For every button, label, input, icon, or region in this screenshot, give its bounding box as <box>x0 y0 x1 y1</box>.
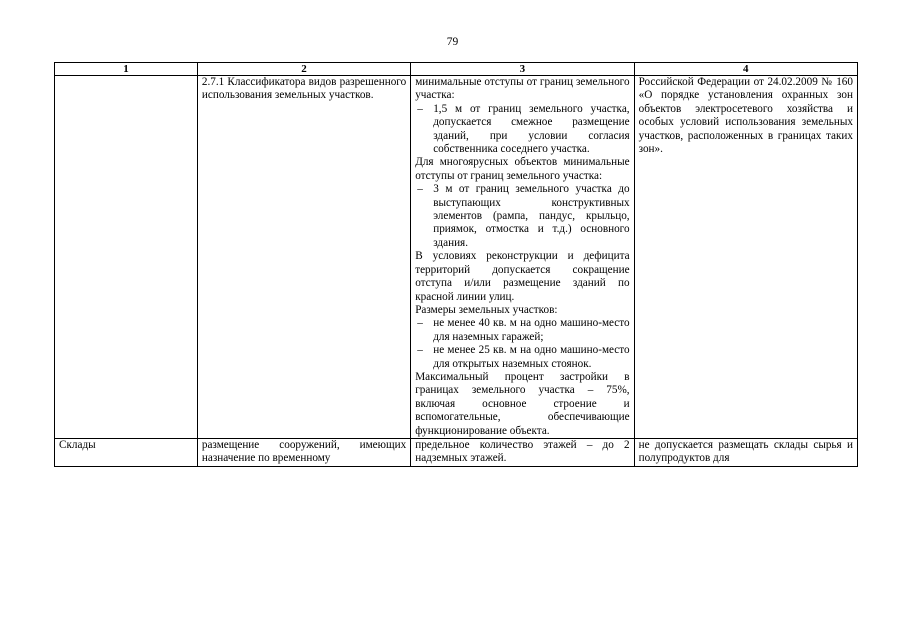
list-item: – не менее 25 кв. м на одно машино-место для открытых наземных стоянок. <box>415 344 629 371</box>
header-col-4: 4 <box>634 63 857 76</box>
list-item: – не менее 40 кв. м на одно машино-место для наземных гаражей; <box>415 317 629 344</box>
header-col-3: 3 <box>411 63 634 76</box>
list-item: – 3 м от границ земельного участка до выступающих конструктивных элементов (рампа, пандус, крыльцо, приямок, отмостка и т.д.) основного здания. <box>415 183 629 250</box>
table-header-row <box>55 63 858 76</box>
cell-text: 2.7.1 Классификатора видов разрешенного использования земельных участков. <box>201 76 407 102</box>
cell-parameters <box>411 438 634 466</box>
paragraph: минимальные отступы от границ земельного участка: <box>415 76 630 102</box>
paragraph: В условиях реконструкции и дефицита территорий допускается сокращение отступа и/или размещение зданий по красной линии улиц. <box>415 250 630 303</box>
list-item: – 1,5 м от границ земельного участка, допускается смежное размещение зданий, при условии согласия собственника соседнего участка. <box>415 103 629 157</box>
table-row <box>55 76 858 439</box>
regulations-table <box>54 62 858 467</box>
header-col-1: 1 <box>55 63 198 76</box>
paragraph: Для многоярусных объектов минимальные отступы от границ земельного участка: <box>415 156 630 182</box>
cell-text: не допускается размещать склады сырья и полупродуктов для <box>638 438 853 465</box>
cell-use-description <box>197 76 410 439</box>
cell-parameters <box>411 76 634 439</box>
cell-restrictions <box>634 76 857 439</box>
cell-use-name: Склады <box>55 438 198 466</box>
paragraph: предельное количество этажей – до 2 надземных этажей. <box>415 438 630 465</box>
table-row <box>55 438 858 466</box>
cell-text: Российской Федерации от 24.02.2009 № 160 «О порядке установления охранных зон объектов электросетевого хозяйства и особых условий использования земельных участков, расположенных в границах таких зон». <box>638 76 853 156</box>
header-col-2: 2 <box>197 63 410 76</box>
parameters-list <box>415 439 629 466</box>
paragraph: Размеры земельных участков: <box>415 303 558 316</box>
parameters-list <box>415 76 629 438</box>
paragraph: Максимальный процент застройки в границах земельного участка – 75%, включая основное строение и вспомогательные, обеспечивающие функционирование объекта. <box>415 370 630 437</box>
cell-use-name <box>55 76 198 439</box>
cell-text: размещение сооружений, имеющих назначение по временному <box>201 438 407 465</box>
cell-use-description <box>197 438 410 466</box>
cell-restrictions <box>634 438 857 466</box>
page-number: 79 <box>446 36 459 48</box>
